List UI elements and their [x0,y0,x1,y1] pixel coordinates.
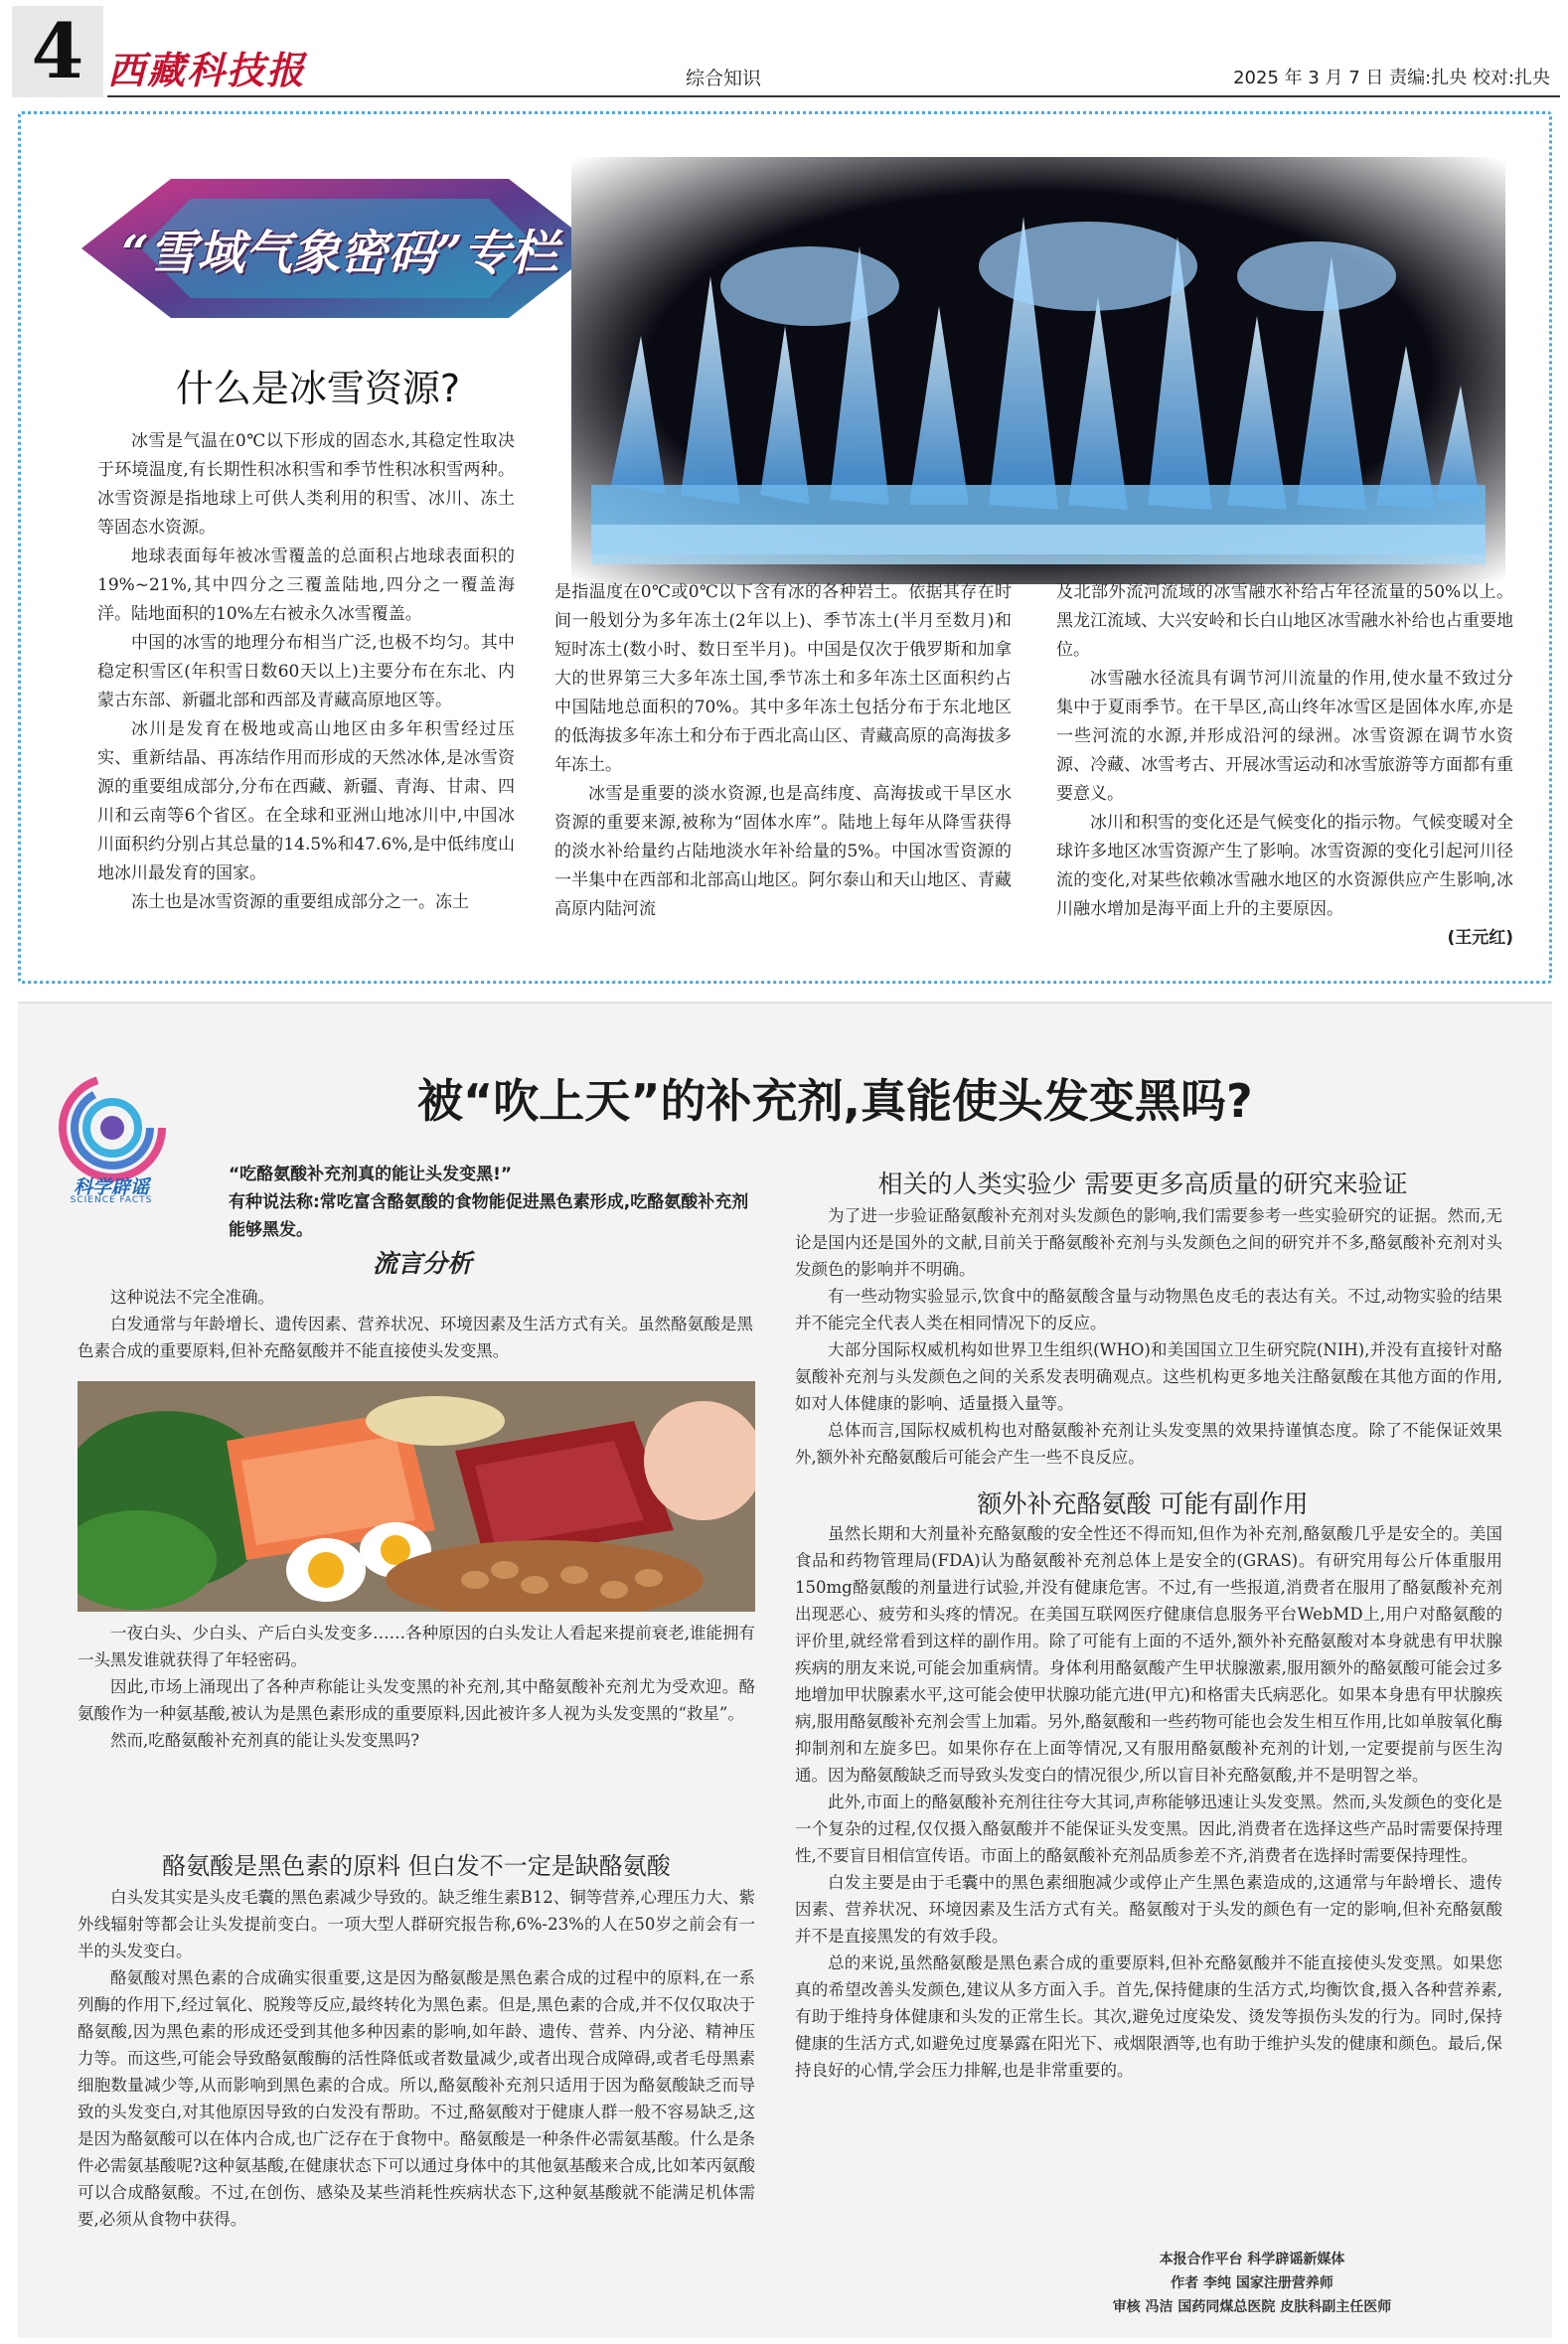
author-byline: (王元红) [1447,928,1513,948]
paragraph: 冰川是发育在极地或高山地区由多年积雪经过压实、重新结晶、再冻结作用而形成的天然冰体,是冰雪资源的重要组成部分,分布在西藏、新疆、青海、甘肃、四川和云南等6个省区。在全球和亚洲山地冰川中,中国冰川面积约分别占其总量的14.5%和47.6%,是中低纬度山地冰川最发育的国家。 [97,719,515,883]
paragraph: 冰雪是气温在0℃以下形成的固态水,其稳定性取决于环境温度,有长期性积冰积雪和季节性积冰积雪两种。冰雪资源是指地球上可供人类利用的积雪、冰川、冻土等固态水资源。 [97,431,515,538]
paragraph: 然而,吃酪氨酸补充剂真的能让头发变黑吗? [110,1731,420,1750]
analysis-heading: 流言分析 [372,1249,472,1278]
rumor-quote: “吃酪氨酸补充剂真的能让头发变黑!” [229,1165,513,1184]
rumor-claim: 有种说法称:常吃富含酪氨酸的食物能促进黑色素形成,吃酪氨酸补充剂能够黑发。 [229,1192,749,1240]
paragraph: 地球表面每年被冰雪覆盖的总面积占地球表面积的19%~21%,其中四分之三覆盖陆地,四分之一覆盖海洋。陆地面积的10%左右被永久冰雪覆盖。 [97,547,515,624]
paragraph: 白头发其实是头皮毛囊的黑色素减少导致的。缺乏维生素B12、铜等营养,心理压力大、紫外线辐射等都会让头发提前变白。一项大型人群研究报告称,6%-23%的人在50岁之前会有一半的头发变白。 [78,1888,755,1960]
newspaper-masthead: 西藏科技报 [107,48,307,92]
credit-line: 作者 李纯 国家注册营养师 [1171,2275,1333,2291]
paragraph: 及北部外流河流域的冰雪融水补给占年径流量的50%以上。黑龙江流域、大兴安岭和长白山地区冰雪融水补给也占重要地位。 [1056,582,1513,660]
section-body [795,1202,1502,1471]
rumor-statement [181,1161,757,1244]
paragraph: 中国的冰雪的地理分布相当广泛,也极不均匀。其中稳定积雪区(年积雪日数60天以上)主要分布在东北、内蒙古东部、新疆北部和西部及青藏高原地区等。 [97,633,515,710]
science-facts-logo [58,1073,167,1182]
paragraph: 总的来说,虽然酪氨酸是黑色素合成的重要原料,但补充酪氨酸并不能直接使头发变黑。如果您真的希望改善头发颜色,建议从多方面入手。首先,保持健康的生活方式,均衡饮食,摄入各种营养素,有助于维持身体健康和头发的正常生长。其次,避免过度染发、烫发等损伤头发的行为。同时,保持健康的生活方式,如避免过度暴露在阳光下、戒烟限酒等,也有助于维护头发的健康和颜色。最后,保持良好的心情,学会压力排解,也是非常重要的。 [795,1953,1502,2080]
credit-line: 本报合作平台 科学辟谣新媒体 [1159,2252,1345,2267]
section-heading: 相关的人类实验少 需要更多高质量的研究来验证 [877,1170,1408,1198]
logo-label: 科学辟谣 [73,1176,149,1198]
paragraph: 冰雪是重要的淡水资源,也是高纬度、高海拔或干旱区水资源的重要来源,被称为“固体水库”。陆地上每年从降雪获得的淡水补给量约占陆地淡水年补给量的5%。中国冰雪资源的一半集中在西部和北部高山地区。阿尔泰山和天山地区、青藏高原内陆河流 [554,784,1012,919]
paragraph: 是指温度在0℃或0℃以下含有冰的各种岩土。依据其存在时间一般划分为多年冻土(2年以上)、季节冻土(半月至数月)和短时冻土(数小时、数日至半月)。中国是仅次于俄罗斯和加拿大的世界第三大多年冻土国,季节冻土和多年冻土区面积约占中国陆地总面积的70%。其中多年冻土包括分布于东北地区的低海拔多年冻土和分布于西北高山区、青藏高原的高海拔多年冻土。 [554,582,1012,775]
article-title: 什么是冰雪资源? [175,367,461,410]
paragraph: 一夜白头、少白头、产后白头发变多……各种原因的白头发让人看起来提前衰老,谁能拥有一头黑发谁就获得了年轻密码。 [78,1624,755,1669]
paragraph: 白发主要是由于毛囊中的黑色素细胞减少或停止产生黑色素造成的,这通常与年龄增长、遗传因素、营养状况、环境因素及生活方式有关。酪氨酸对于头发的颜色有一定的影响,但补充酪氨酸并不是直接黑发的有效手段。 [795,1873,1502,1946]
food-photo [78,1381,755,1612]
paragraph: 总体而言,国际权威机构也对酪氨酸补充剂让头发变黑的效果持谨慎态度。除了不能保证效果外,额外补充酪氨酸后可能会产生一些不良反应。 [795,1421,1502,1467]
paragraph: 有一些动物实验显示,饮食中的酪氨酸含量与动物黑色皮毛的表达有关。不过,动物实验的结果并不能完全代表人类在相同情况下的反应。 [795,1287,1502,1332]
analysis-text [78,1284,753,1364]
section-name: 综合知识 [686,68,762,89]
paragraph: 大部分国际权威机构如世界卫生组织(WHO)和美国国立卫生研究院(NIH),并没有直接针对酪氨酸补充剂与头发颜色之间的关系发表明确观点。这些机构更多地关注酪氨酸在其他方面的作用,如对人体健康的影响、适量摄入量等。 [795,1340,1502,1413]
ice-crystal-photo [571,157,1505,584]
paragraph: 这种说法不完全准确。 [110,1288,274,1307]
paragraph: 为了进一步验证酪氨酸补充剂对头发颜色的影响,我们需要参考一些实验研究的证据。然而,无论是国内还是国外的文献,目前关于酪氨酸补充剂与头发颜色之间的研究并不多,酪氨酸补充剂对头发颜色的影响并不明确。 [795,1206,1502,1279]
section-body [78,1884,755,2233]
page-header [0,0,1568,99]
paragraph: 因此,市场上涌现出了各种声称能让头发变黑的补充剂,其中酪氨酸补充剂尤为受欢迎。酪氨酸作为一种氨基酸,被认为是黑色素形成的重要原料,因此被许多人视为头发变黑的“救星”。 [78,1677,755,1723]
section-body [795,1520,1502,2084]
column-banner-title: “雪域气象密码”专栏 [121,225,558,281]
paragraph: 酪氨酸对黑色素的合成确实很重要,这是因为酪氨酸是黑色素合成的过程中的原料,在一系列酶的作用下,经过氧化、脱羧等反应,最终转化为黑色素。但是,黑色素的合成,并不仅仅取决于酪氨酸,因为黑色素的形成还受到其他多种因素的影响,如年龄、遗传、营养、内分泌、精神压力等。而这些,可能会导致酪氨酸酶的活性降低或者数量减少,或者出现合成障碍,或者毛母黑素细胞数量减少等,从而影响到黑色素的合成。所以,酪氨酸补充剂只适用于因为酪氨酸缺乏而导致的头发变白,对其他原因导致的白发没有帮助。不过,酪氨酸对于健康人群一般不容易缺乏,这是因为酪氨酸可以在体内合成,也广泛存在于食物中。酪氨酸是一种条件必需氨基酸。什么是条件必需氨基酸呢?这种氨基酸,在健康状态下可以通过身体中的其他氨基酸来合成,比如苯丙氨酸可以合成酪氨酸。不过,在创伤、感染及某些消耗性疾病状态下,这种氨基酸就不能满足机体需要,必须从食物中获得。 [78,1968,755,2229]
paragraph: 冻土也是冰雪资源的重要组成部分之一。冻土 [131,892,469,912]
paragraph: 冰川和积雪的变化还是气候变化的指示物。气候变暖对全球许多地区冰雪资源产生了影响。冰雪资源的变化引起河川径流的变化,对某些依赖冰雪融水地区的水资源供应产生影响,冰川融水增加是海平面上升的主要原因。 [1056,813,1513,919]
article-credits [994,2248,1510,2319]
paragraph: 虽然长期和大剂量补充酪氨酸的安全性还不得而知,但作为补充剂,酪氨酸几乎是安全的。美国食品和药物管理局(FDA)认为酪氨酸补充剂总体上是安全的(GRAS)。有研究用每公斤体重服用150mg酪氨酸的剂量进行试验,并没有健康危害。不过,有一些报道,消费者在服用了酪氨酸补充剂出现恶心、疲劳和头疼的情况。在美国互联网医疗健康信息服务平台WebMD上,用户对酪氨酸的评价里,就经常看到这样的副作用。除了可能有上面的不适外,额外补充酪氨酸对本身就患有甲状腺疾病的朋友来说,可能会加重病情。身体利用酪氨酸产生甲状腺激素,服用额外的酪氨酸可能会过多地增加甲状腺素水平,这可能会使甲状腺功能亢进(甲亢)和格雷夫氏病恶化。如果本身患有甲状腺疾病,服用酪氨酸补充剂会雪上加霜。另外,酪氨酸和一些药物可能也会发生相互作用,比如单胺氧化酶抑制剂和左旋多巴。如果你存在上面等情况,又有服用酪氨酸补充剂的计划,一定要提前与医生沟通。因为酪氨酸缺乏而导致头发变白的情况很少,所以盲目补充酪氨酸,并不是明智之举。 [795,1524,1502,1785]
logo-subtitle: SCIENCE FACTS [70,1195,153,1205]
page-number: 4 [12,6,103,97]
article-column-3 [1056,578,1513,953]
article-headline: 被“吹上天”的补充剂,真能使头发变黑吗? [417,1074,1253,1128]
credit-line: 审核 冯洁 国药同煤总医院 皮肤科副主任医师 [1112,2299,1392,2315]
date-editor-line: 2025 年 3 月 7 日 责编:扎央 校对:扎央 [1233,68,1550,88]
section-heading: 酪氨酸是黑色素的原料 但白发不一定是缺酪氨酸 [162,1852,671,1880]
intro-text [78,1620,755,1754]
paragraph: 冰雪融水径流具有调节河川流量的作用,使水量不致过分集中于夏雨季节。在干旱区,高山终年冰雪区是固体水库,亦是一些河流的水源,并形成沿河的绿洲。冰雪资源在调节水资源、冷藏、冰雪考古、开展冰雪运动和冰雪旅游等方面都有重要意义。 [1056,669,1513,804]
header-divider [107,95,1560,97]
section-heading: 额外补充酪氨酸 可能有副作用 [977,1489,1309,1518]
article-column-1 [97,427,515,917]
paragraph: 此外,市面上的酪氨酸补充剂往往夸大其词,声称能够迅速让头发变黑。然而,头发颜色的变化是一个复杂的过程,仅仅摄入酪氨酸并不能保证头发变黑。因此,消费者在选择这些产品时需要保持理性,不要盲目相信宣传语。市面上的酪氨酸补充剂品质参差不齐,消费者在选择时需要保持理性。 [795,1793,1502,1865]
column-banner [81,169,598,328]
paragraph: 白发通常与年龄增长、遗传因素、营养状况、环境因素及生活方式有关。虽然酪氨酸是黑色素合成的重要原料,但补充酪氨酸并不能直接使头发变黑。 [78,1315,753,1360]
article-column-2 [554,578,1012,924]
